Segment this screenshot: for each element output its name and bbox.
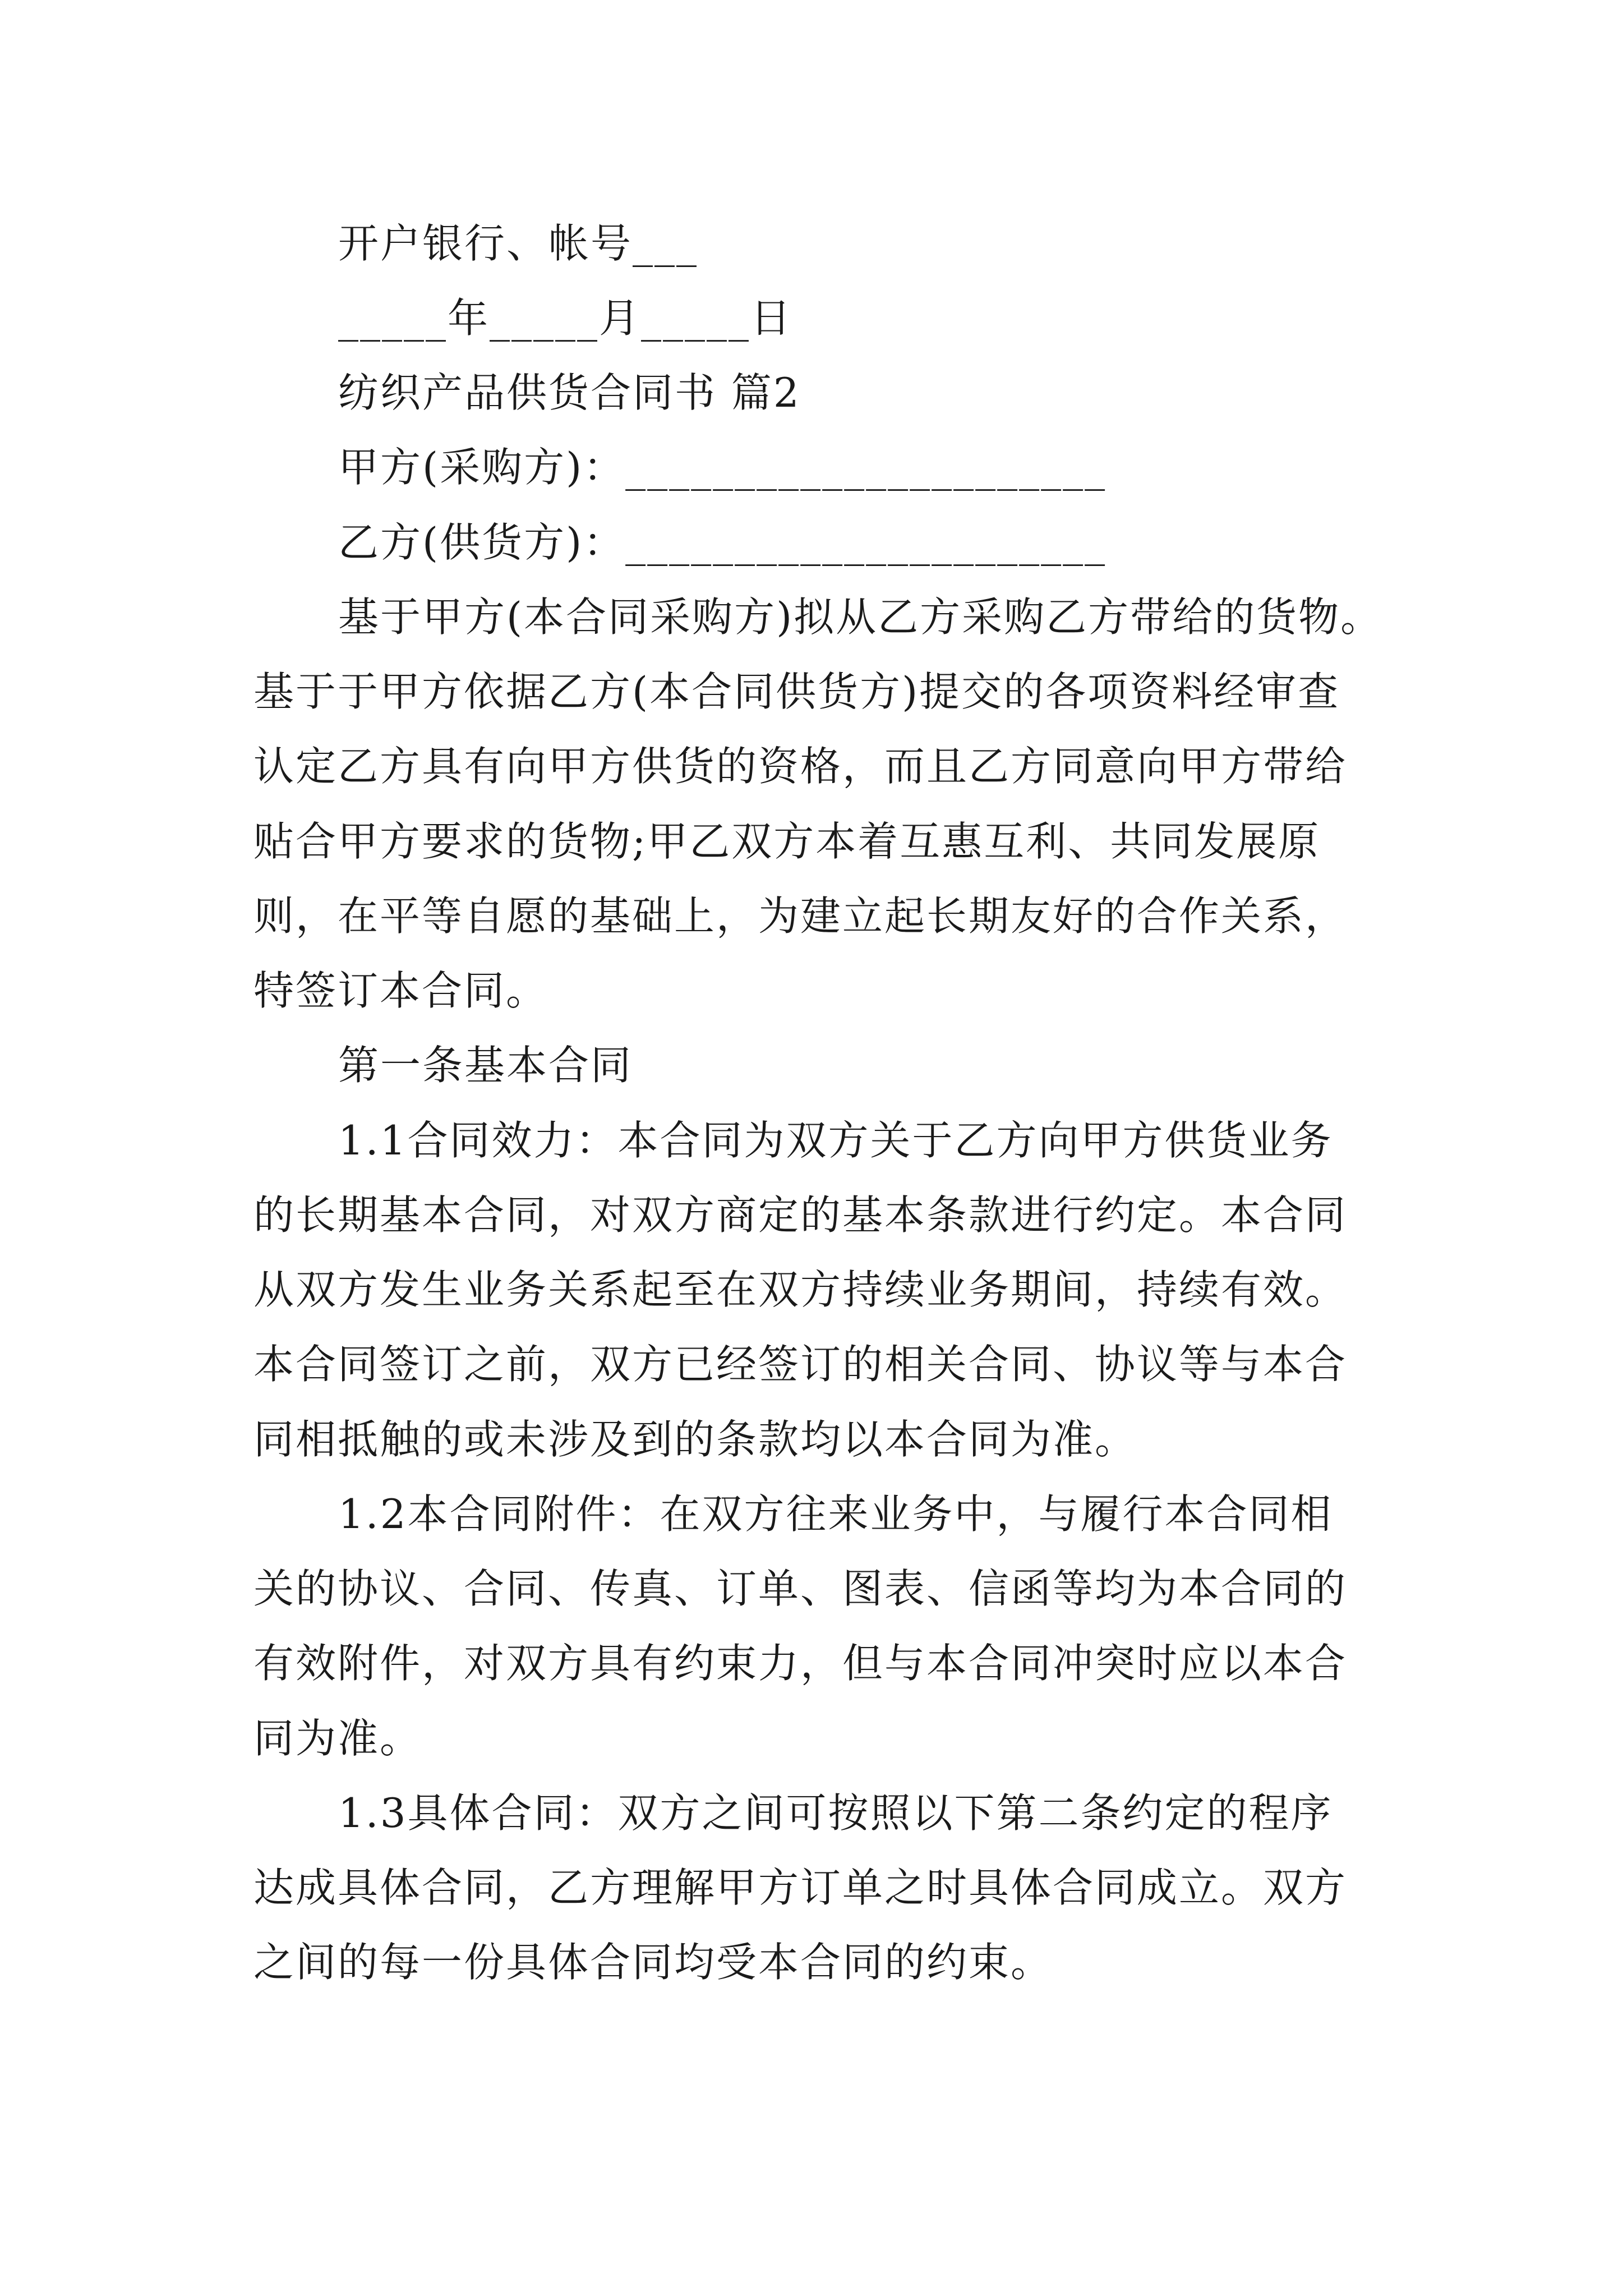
clause-1-2-line: 同为准。 <box>253 1715 422 1762</box>
clause-1-2-line: 1.2本合同附件：在双方往来业务中，与履行本合同相 <box>338 1490 1333 1538</box>
date-line: _____年_____月_____日 <box>338 295 793 342</box>
party-b-line: 乙方(供货方)：______________________ <box>338 519 1107 566</box>
clause-1-1-line: 同相抵触的或未涉及到的条款均以本合同为准。 <box>253 1416 1137 1463</box>
preamble-line: 则，在平等自愿的基础上，为建立起长期友好的合作关系， <box>253 892 1348 940</box>
preamble-line: 认定乙方具有向甲方供货的资格，而且乙方同意向甲方带给 <box>253 743 1348 790</box>
clause-1-3-line: 1.3具体合同：双方之间可按照以下第二条约定的程序 <box>338 1789 1333 1837</box>
preamble-line: 贴合甲方要求的货物;甲乙双方本着互惠互利、共同发展原 <box>253 818 1321 865</box>
article-1-heading: 第一条基本合同 <box>338 1042 633 1089</box>
preamble-line: 基于甲方(本合同采购方)拟从乙方采购乙方带给的货物。 <box>338 593 1383 641</box>
section-heading: 纺织产品供货合同书 篇2 <box>338 369 801 416</box>
clause-1-1-line: 1.1合同效力：本合同为双方关于乙方向甲方供货业务 <box>338 1117 1333 1164</box>
clause-1-3-line: 达成具体合同，乙方理解甲方订单之时具体合同成立。双方 <box>253 1864 1348 1911</box>
clause-1-1-line: 的长期基本合同，对双方商定的基本条款进行约定。本合同 <box>253 1191 1348 1239</box>
clause-1-1-line: 本合同签订之前，双方已经签订的相关合同、协议等与本合 <box>253 1341 1348 1388</box>
clause-1-1-line: 从双方发生业务关系起至在双方持续业务期间，持续有效。 <box>253 1266 1348 1313</box>
clause-1-2-line: 有效附件，对双方具有约束力，但与本合同冲突时应以本合 <box>253 1640 1348 1687</box>
clause-1-3-line: 之间的每一份具体合同均受本合同的约束。 <box>253 1939 1053 1986</box>
preamble-line: 基于于甲方依据乙方(本合同供货方)提交的各项资料经审查 <box>253 668 1340 715</box>
clause-1-2-line: 关的协议、合同、传真、订单、图表、信函等均为本合同的 <box>253 1565 1348 1612</box>
bank-account-line: 开户银行、帐号___ <box>338 220 699 267</box>
preamble-line: 特签订本合同。 <box>253 967 548 1014</box>
party-a-line: 甲方(采购方)：______________________ <box>338 444 1107 491</box>
